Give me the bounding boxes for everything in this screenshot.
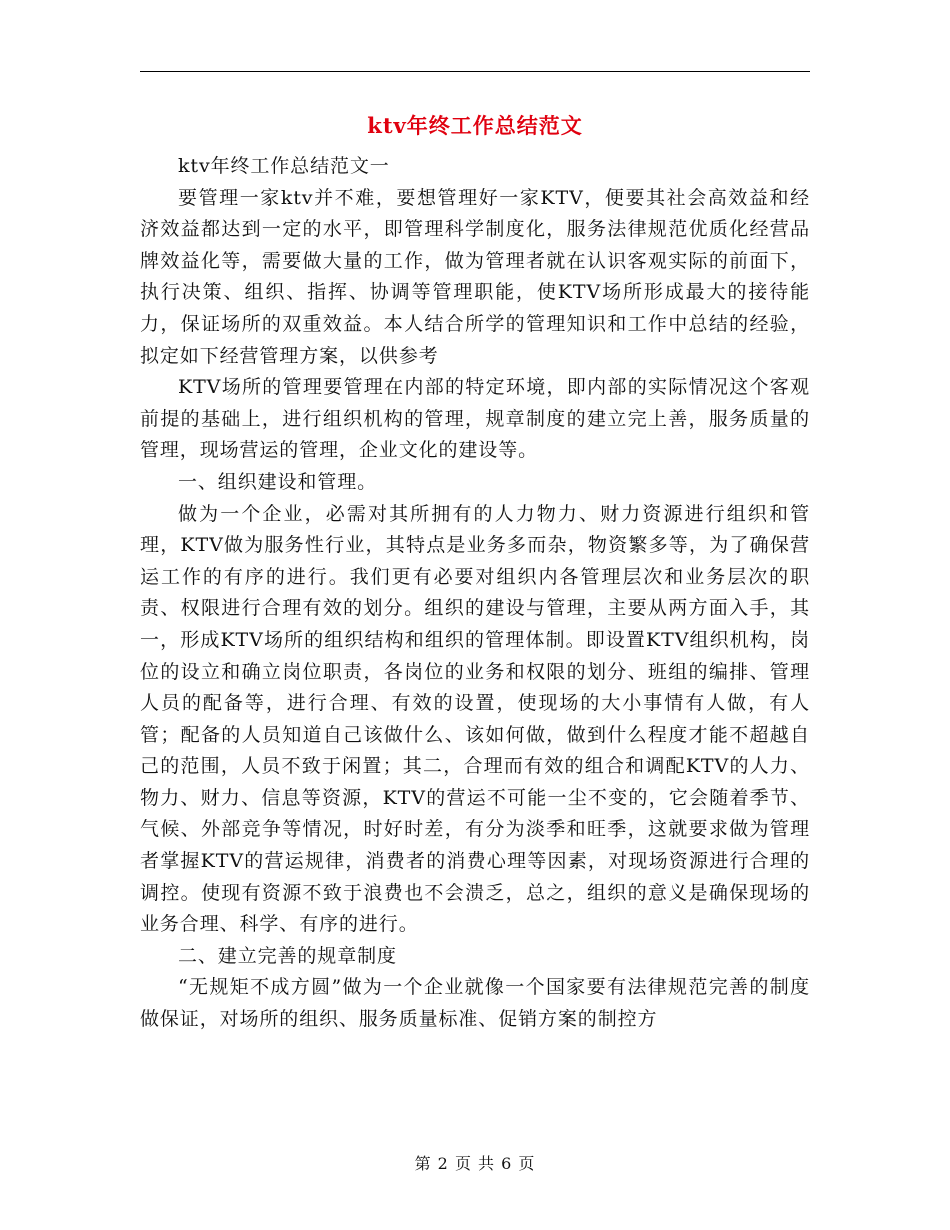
section-heading-1: 一、组织建设和管理。 [178, 470, 378, 493]
document-body [140, 151, 810, 1036]
page-footer: 第 2 页 共 6 页 [414, 1154, 536, 1173]
paragraph-organization: 做为一个企业，必需对其所拥有的人力物力、财力资源进行组织和管理，KTV做为服务性行业，其特点是业务多而杂，物资繁多等，为了确保营运工作的有序的进行。我们更有必要对组织内各管理层次和业务层次的职责、权限进行合理有效的划分。组织的建设与管理，主要从两方面入手，其一，形成KTV场所的组织结构和组织的管理体制。即设置KTV组织机构，岗位的设立和确立岗位职责，各岗位的业务和权限的划分、班组的编排、管理人员的配备等，进行合理、有效的设置，使现场的大小事情有人做，有人管；配备的人员知道自己该做什么、该如何做，做到什么程度才能不超越自己的范围，人员不致于闲置；其二，合理而有效的组合和调配KTV的人力、物力、财力、信息等资源，KTV的营运不可能一尘不变的，它会随着季节、气候、外部竞争等情况，时好时差，有分为淡季和旺季，这就要求做为管理者掌握KTV的营运规律，消费者的消费心理等因素，对现场资源进行合理的调控。使现有资源不致于浪费也不会溃乏，总之，组织的意义是确保现场的业务合理、科学、有序的进行。 [140, 502, 810, 936]
paragraph-subtitle: ktv年终工作总结范文一 [178, 155, 390, 177]
header-rule [140, 71, 810, 72]
document-title: ktv年终工作总结范文 [367, 113, 583, 138]
section-heading-2: 二、建立完善的规章制度 [178, 944, 397, 967]
paragraph-overview: KTV场所的管理要管理在内部的特定环境，即内部的实际情况这个客观前提的基础上，进行组织机构的管理，规章制度的建立完上善，服务质量的管理，现场营运的管理，企业文化的建设等。 [140, 376, 810, 462]
paragraph-rules: “无规矩不成方圆”做为一个企业就像一个国家要有法律规范完善的制度做保证，对场所的组织、服务质量标准、促销方案的制控方 [140, 976, 810, 1031]
paragraph-intro: 要管理一家ktv并不难，要想管理好一家KTV，便要其社会高效益和经济效益都达到一定的水平，即管理科学制度化，服务法律规范优质化经营品牌效益化等，需要做大量的工作，做为管理者就在认识客观实际的前面下，执行决策、组织、指挥、协调等管理职能，使KTV场所形成最大的接待能力，保证场所的双重效益。本人结合所学的管理知识和工作中总结的经验，拟定如下经营管理方案，以供参考 [140, 186, 810, 367]
